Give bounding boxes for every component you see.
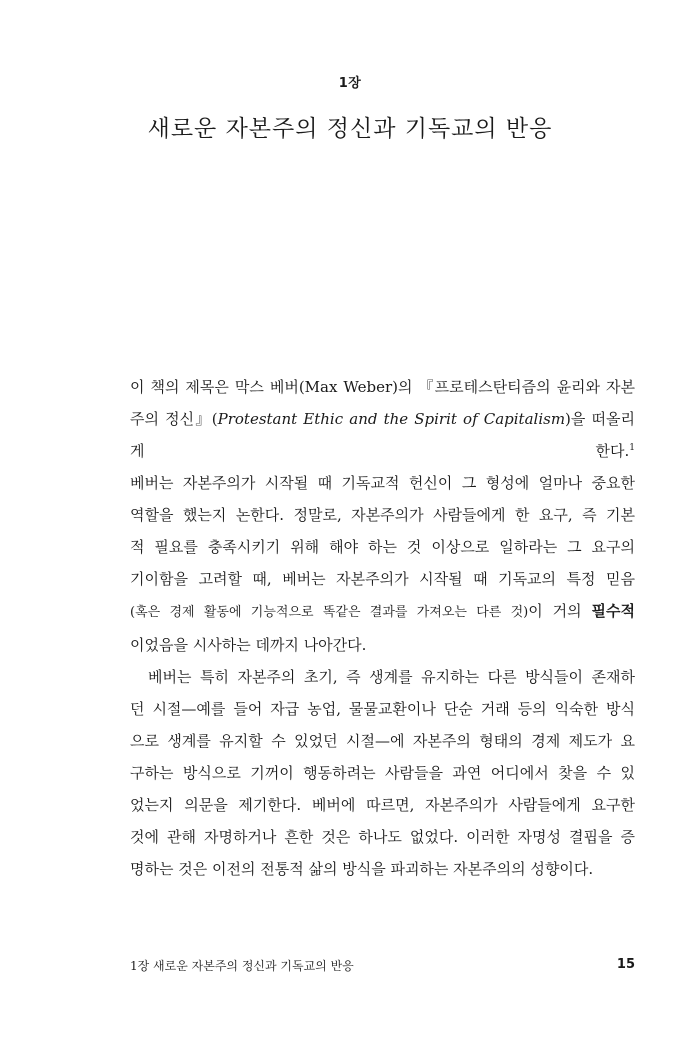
text-line: 으로 생계를 유지할 수 있었던 시절—에 자본주의 형태의 경제 제도가 요 [130,732,635,750]
text-line [130,595,635,629]
text-line: 역할을 했는지 논한다. 정말로, 자본주의가 사람들에게 한 요구, 즉 기본 [130,506,635,524]
page-number: 15 [616,957,635,972]
running-title: 1장 새로운 자본주의 정신과 기독교의 반응 [130,959,354,973]
chapter-number: 1장 [338,76,362,91]
chapter-title: 새로운 자본주의 정신과 기독교의 반응 [147,116,553,142]
emphasis-text: 필수적 [591,602,635,620]
text-line: 베버는 자본주의가 시작될 때 기독교적 헌신이 그 형성에 얼마나 중요한 [130,474,635,492]
text-line: 었는지 의문을 제기한다. 베버에 따르면, 자본주의가 사람들에게 요구한 [130,796,635,814]
footnote-marker[interactable]: 1 [629,443,635,453]
text-segment: 이 거의 [528,602,592,620]
text-line: 구하는 방식으로 기꺼이 행동하려는 사람들을 과연 어디에서 찾을 수 있 [130,764,635,782]
text-line: 적 필요를 충족시키기 위해 해야 하는 것 이상으로 일하라는 그 요구의 [130,538,635,556]
text-segment: )을 떠올리게 한다. [130,410,635,460]
text-line: 명하는 것은 이전의 전통적 삶의 방식을 파괴하는 자본주의의 성향이다. [130,860,594,878]
text-line: 이었음을 시사하는 데까지 나아간다. [130,636,367,654]
text-segment: 주의 정신』( [130,410,218,428]
body-text [130,371,635,885]
text-line: 기이함을 고려할 때, 베버는 자본주의가 시작될 때 기독교의 특정 믿음 [130,570,635,588]
text-line [130,403,635,467]
english-book-title: Protestant Ethic and the Spirit of Capitalism [217,410,566,428]
text-line: 것에 관해 자명하거나 흔한 것은 하나도 없었다. 이러한 자명성 결핍을 증 [130,828,635,846]
text-line: 베버는 특히 자본주의 초기, 즉 생계를 유지하는 다른 방식들이 존재하 [148,668,635,686]
parenthetical-note: (혹은 경제 활동에 기능적으로 똑같은 결과를 가져오는 다른 것) [130,605,529,620]
text-line: 이 책의 제목은 막스 베버(Max Weber)의 『프로테스탄티즘의 윤리와 자본 [130,378,635,396]
text-line: 던 시절—예를 들어 자급 농업, 물물교환이나 단순 거래 등의 익숙한 방식 [130,700,635,718]
